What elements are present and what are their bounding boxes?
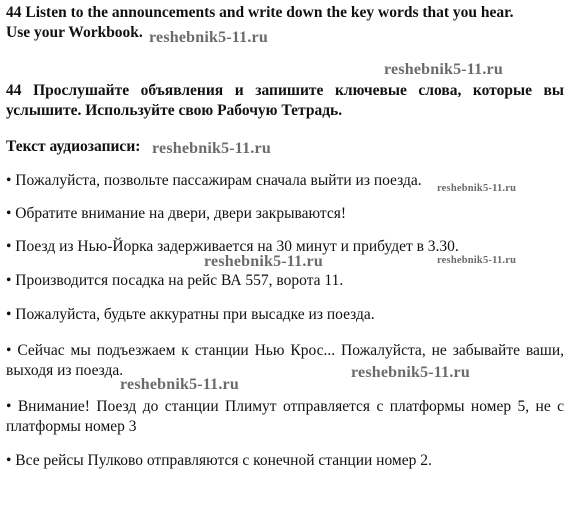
- transcript-item-7: • Внимание! Поезд до станции Плимут отправляется с платформы номер 5, не с платформы номер 3: [6, 398, 564, 435]
- watermark: reshebnik5-11.ru: [120, 376, 239, 393]
- transcript-item-1: • Пожалуйста, позвольте пассажирам сначала выйти из поезда.: [6, 172, 422, 189]
- watermark: reshebnik5-11.ru: [351, 364, 470, 381]
- transcript-item-8: • Все рейсы Пулково отправляются с конечной станции номер 2.: [6, 452, 432, 469]
- exercise-english-line2: Use your Workbook.: [6, 24, 143, 41]
- watermark: reshebnik5-11.ru: [204, 253, 323, 270]
- transcript-item-5: • Пожалуйста, будьте аккуратны при высадке из поезда.: [6, 306, 375, 323]
- exercise-russian: 44 Прослушайте объявления и запишите ключевые слова, которые вы услышите. Используйте свою Рабочую Тетрадь.: [6, 82, 564, 119]
- exercise-english: [6, 3, 564, 43]
- transcript-item-2: • Обратите внимание на двери, двери закрываются!: [6, 205, 346, 222]
- transcript-item-6: • Сейчас мы подъезжаем к станции Нью Крос... Пожалуйста, не забывайте ваши, выходя из поезда.: [6, 342, 564, 379]
- transcript-item-3: • Поезд из Нью-Йорка задерживается на 30 минут и прибудет в 3.30.: [6, 238, 459, 255]
- watermark: reshebnik5-11.ru: [152, 140, 271, 157]
- watermark: reshebnik5-11.ru: [384, 61, 503, 78]
- watermark: reshebnik5-11.ru: [437, 255, 517, 266]
- transcript-item-4: • Производится посадка на рейс ВА 557, ворота 11.: [6, 272, 344, 289]
- watermark: reshebnik5-11.ru: [437, 183, 517, 194]
- watermark: reshebnik5-11.ru: [149, 29, 268, 46]
- exercise-english-line1: 44 Listen to the announcements and write down the key words that you hear.: [6, 4, 514, 21]
- transcript-heading: Текст аудиозаписи:: [6, 138, 141, 155]
